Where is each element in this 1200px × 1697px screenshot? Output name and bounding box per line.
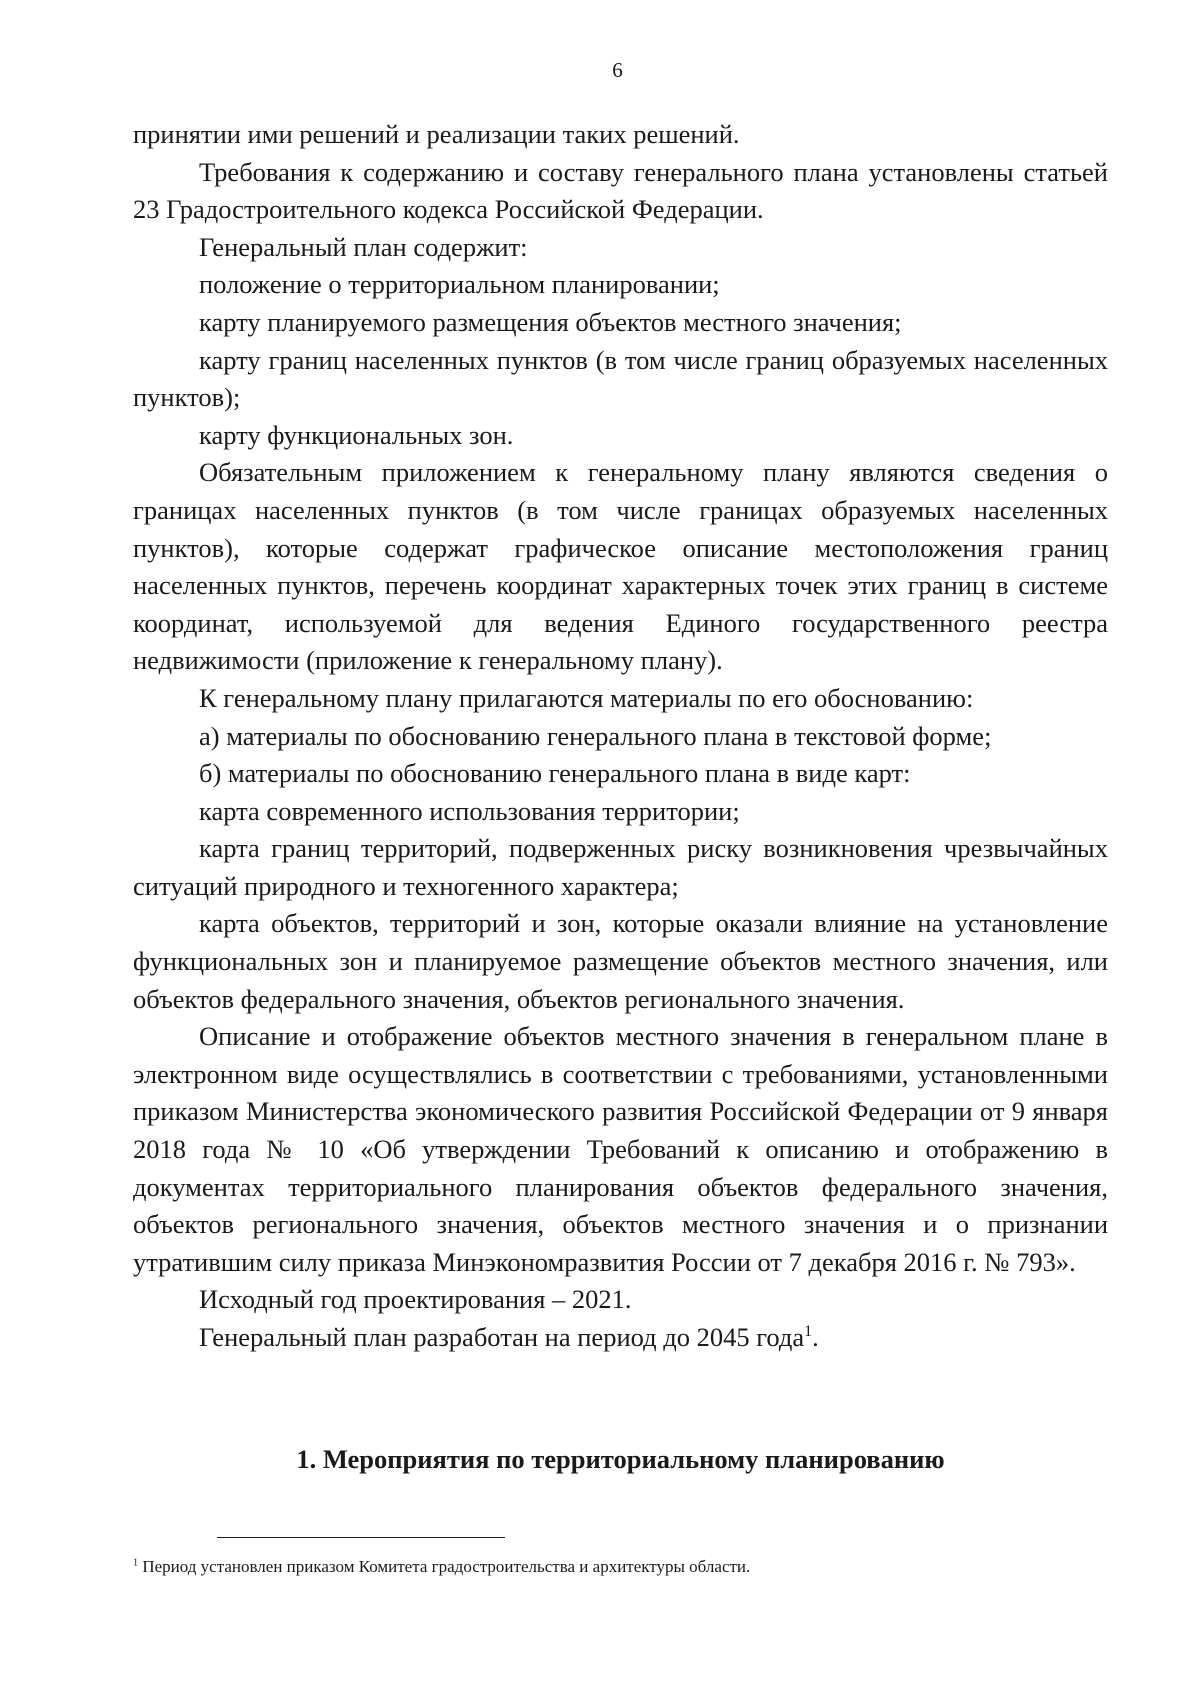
section-heading: 1. Мероприятия по территориальному планированию xyxy=(296,1444,945,1474)
list-item: карту границ населенных пунктов (в том числе границ образуемых населенных пунктов); xyxy=(133,344,1108,413)
footnote-text: Период установлен приказом Комитета градостроительства и архитектуры области. xyxy=(138,1557,751,1576)
paragraph xyxy=(133,1319,1108,1357)
footnote xyxy=(133,1556,1108,1578)
list-item: а) материалы по обоснованию генерального плана в текстовой форме; xyxy=(199,720,992,751)
paragraph-end: . xyxy=(812,1322,819,1352)
list-item: карту планируемого размещения объектов местного значения; xyxy=(199,306,902,337)
paragraph: Исходный год проектирования – 2021. xyxy=(199,1284,632,1315)
list-item: положение о территориальном планировании; xyxy=(199,269,720,300)
list-item: карта объектов, территорий и зон, которые оказали влияние на установление функциональных зон и планируемое размещение объектов местного значения, или объектов федерального значения, объектов регионального значения. xyxy=(133,908,1108,1014)
list-item: карта современного использования территории; xyxy=(199,795,740,826)
body-text xyxy=(133,116,1108,1357)
paragraph: Требования к содержанию и составу генерального плана установлены статьей 23 Градостроительного кодекса Российской Федерации. xyxy=(133,156,1108,225)
footnote-separator xyxy=(217,1537,505,1538)
list-item: б) материалы по обоснованию генерального плана в виде карт: xyxy=(199,758,911,789)
paragraph: принятии ими решений и реализации таких решений. xyxy=(133,119,740,149)
paragraph: К генеральному плану прилагаются материалы по его обоснованию: xyxy=(199,682,974,713)
list-item: карта границ территорий, подверженных риску возникновения чрезвычайных ситуаций природного и техногенного характера; xyxy=(133,833,1108,901)
list-item: карту функциональных зон. xyxy=(199,419,514,450)
paragraph: Описание и отображение объектов местного значения в генеральном плане в электронном виде осуществлялись в соответствии с требованиями, установленными приказом Министерства экономического развития Российской Федерации от 9 января 2018 года № 10 «Об утверждении Требований к описанию и отображению в документах территориального планирования объектов федерального значения, объектов регионального значения, объектов местного значения и о признании утратившим силу приказа Минэкономразвития России от 7 декабря 2016 г. № 793». xyxy=(133,1021,1108,1277)
paragraph: Обязательным приложением к генеральному плану являются сведения о границах населенных пунктов (в том числе границах образуемых населенных пунктов), которые содержат графическое описание местоположения границ населенных пунктов, перечень координат характерных точек этих границ в системе координат, используемой для ведения Единого государственного реестра недвижимости (приложение к генеральному плану). xyxy=(133,457,1108,676)
page-number: 6 xyxy=(612,58,623,82)
footnote-mark: 1 xyxy=(133,1557,139,1569)
footnote-reference[interactable]: 1 xyxy=(804,1323,813,1341)
paragraph: Генеральный план содержит: xyxy=(199,231,528,262)
paragraph-text: Генеральный план разработан на период до 2045 года xyxy=(199,1322,805,1352)
